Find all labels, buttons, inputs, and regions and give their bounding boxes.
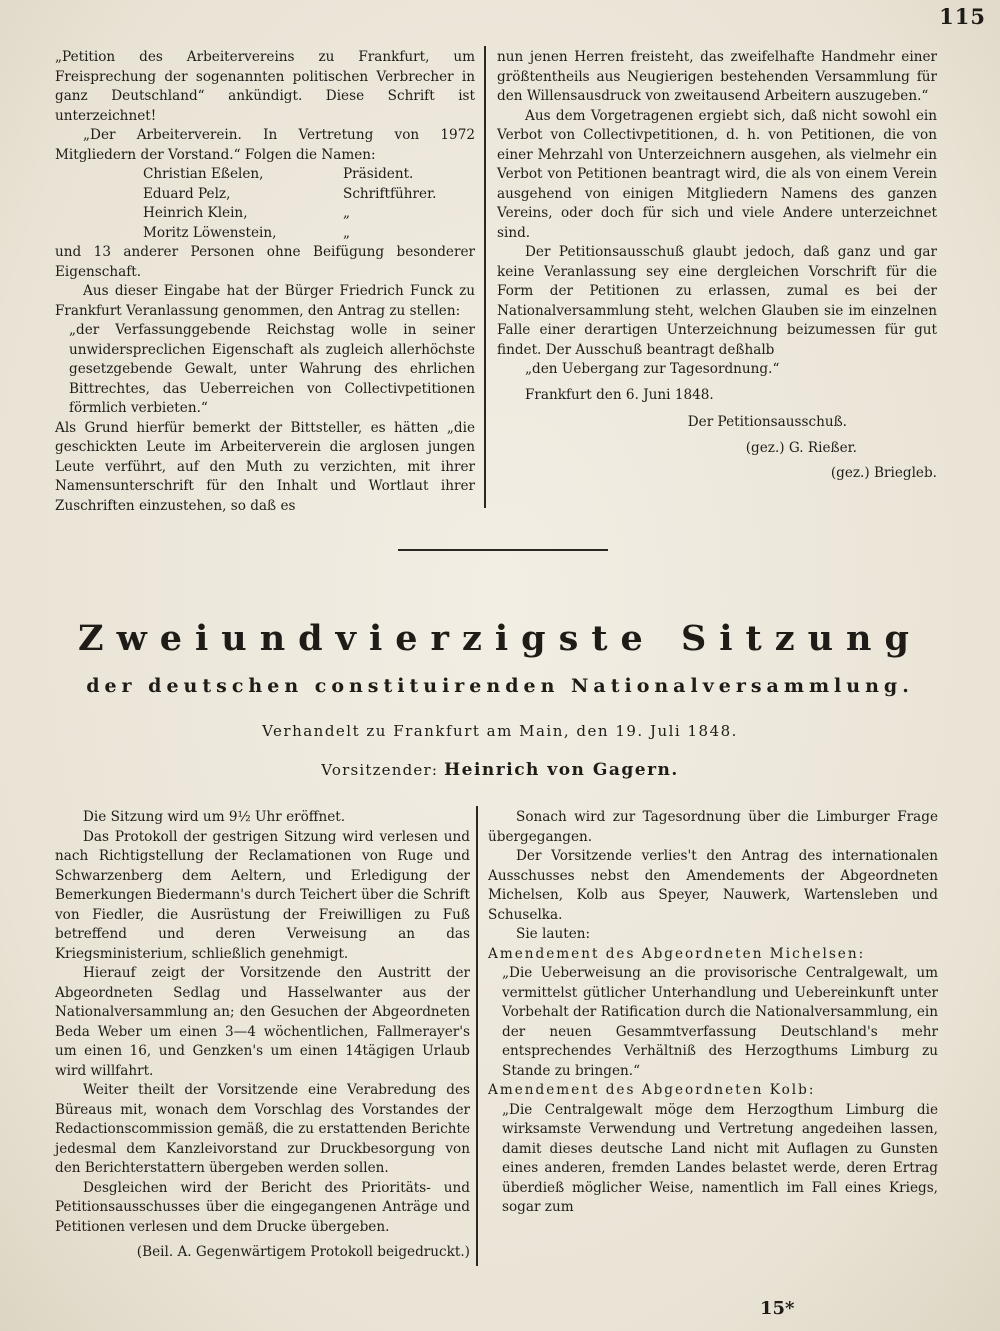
paragraph: Sonach wird zur Tagesordnung über die Limburger Frage übergegangen.	[488, 809, 938, 845]
signatory-role: Schriftführer.	[343, 185, 437, 202]
session-dateline: Verhandelt zu Frankfurt am Main, den 19. Juli 1848.	[262, 722, 738, 740]
chair-line	[0, 760, 1000, 780]
signatory-name: Moritz Löwenstein,	[143, 224, 277, 241]
column-bottom-right	[488, 808, 938, 1218]
column-divider	[484, 46, 486, 508]
signature-mark: 15*	[760, 1298, 795, 1319]
session-title: Zweiundvierzigste Sitzung	[78, 618, 922, 659]
paragraph: Sie lauten:	[516, 926, 591, 942]
signatory-name: Heinrich Klein,	[143, 205, 248, 221]
amendment-heading: Amendement des Abgeordneten Michelsen:	[488, 945, 866, 962]
page-number: 115	[939, 4, 986, 29]
chair-name: Heinrich von Gagern.	[444, 760, 679, 780]
motion-quote: „den Uebergang zur Tagesordnung.“	[525, 361, 780, 377]
column-divider	[476, 806, 478, 1266]
quote: „der Verfassunggebende Reichstag wolle in seiner unwiderspreclichen Eigenschaft als zugleich allerhöchste gesetzgebende Gewalt, unter Wahrung des ehrlichen Bittrechtes, das Ueberreichen von Collectivpetitionen förmlich verbieten.“	[69, 322, 475, 416]
paragraph: Hierauf zeigt der Vorsitzende den Austritt der Abgeordneten Sedlag und Hasselwanter aus der Nationalversammlung an; den Gesuchen der Abgeordneten Beda Weber um einen 3—4 wöchentlichen, Fallmerayer's um einen 16, und Genzken's um einen 14tägigen Urlaub wird willfahrt.	[55, 965, 470, 1079]
amendment-text: „Die Centralgewalt möge dem Herzogthum Limburg die wirksamste Verwendung und Vertretung angedeihen lassen, damit dieses deutsche Land nicht mit Auflagen zu Gunsten eines anderen, fremden Landes belastet werde, deren Ertrag überdieß möglicher Weise, namentlich im Fall eines Kriegs, sogar zum	[502, 1101, 938, 1215]
signature: (gez.) G. Rießer.	[745, 439, 857, 456]
column-top-right	[497, 48, 937, 484]
session-subtitle: der deutschen constituirenden Nationalversammlung.	[86, 675, 914, 697]
column-top-left	[55, 48, 475, 516]
paragraph: Das Protokoll der gestrigen Sitzung wird verlesen und nach Richtigstellung der Reclamationen von Ruge und Schwarzenberg dem Aeltern, und Erledigung der Bemerkungen Biedermann's durch Teichert über die Schrift von Fiedler, die Ausrüstung der Freiwilligen zu Fuß betreffend und deren Verweisung an das Kriegsministerium, schließlich genehmigt.	[55, 828, 470, 962]
dateline: Frankfurt den 6. Juni 1848.	[525, 386, 714, 403]
signatory-role: „	[343, 224, 351, 241]
paragraph: Aus dieser Eingabe hat der Bürger Friedrich Funck zu Frankfurt Veranlassung genommen, den Antrag zu stellen:	[55, 283, 475, 319]
signatory-role: Präsident.	[343, 166, 414, 182]
signatory-name: Christian Eßelen,	[143, 166, 264, 182]
signatory-row	[143, 224, 475, 244]
signature: (gez.) Briegleb.	[830, 465, 937, 481]
paragraph: „Der Arbeiterverein. In Vertretung von 1972 Mitgliedern der Vorstand.“ Folgen die Namen:	[55, 127, 475, 163]
paragraph: und 13 anderer Personen ohne Beifügung besonderer Eigenschaft.	[55, 244, 475, 280]
signatory-row	[143, 185, 475, 205]
paragraph: Weiter theilt der Vorsitzende eine Verabredung des Büreaus mit, wonach dem Vorschlag des Vorstandes der Redactionscommission gemäß, die zu erstattenden Berichte jedesmal dem Kanzleivorstand zur Druckbesorgung von den Berichterstattern übergeben werden sollen.	[55, 1082, 470, 1176]
chair-label: Vorsitzender:	[321, 761, 439, 779]
paragraph: Als Grund hierfür bemerkt der Bittsteller, es hätten „die geschickten Leute im Arbeiterverein die arglosen jungen Leute verführt, auf den Muth zu verzichten, mit ihrer Namensunterschrift für den Inhalt und Wortlaut ihrer Zuschriften einzustehen, so daß es	[55, 419, 475, 514]
signatory-row	[143, 165, 475, 185]
amendment-text: „Die Ueberweisung an die provisorische Centralgewalt, um vermittelst gütlicher Unterhandlung und Uebereinkunft unter Vorbehalt der Ratification durch die Nationalversammlung, ein der neuen Gesammtverfassung Deutschland's mehr entsprechendes Verhältniß des Herzogthums Limburg zu Stande zu bringen.“	[502, 965, 938, 1079]
paragraph: Der Vorsitzende verlies't den Antrag des internationalen Ausschusses nebst den Amendements der Abgeordneten Michelsen, Kolb aus Speyer, Nauwerk, Wartensleben und Schuselka.	[488, 848, 938, 923]
paragraph: „Petition des Arbeitervereins zu Frankfurt, um Freisprechung der sogenannten politischen Verbrecher in ganz Deutschland“ ankündigt. Diese Schrift ist unterzeichnet!	[55, 49, 475, 124]
committee-name: Der Petitionsausschuß.	[687, 414, 847, 430]
signatory-list	[143, 165, 475, 243]
paragraph: Der Petitionsausschuß glaubt jedoch, daß ganz und gar keine Veranlassung sey eine dergleichen Vorschrift für die Form der Petitionen zu erlassen, zumal es bei der Nationalversammlung steht, welchen Glauben sie im einzelnen Falle einer derartigen Unterzeichnung beizumessen für gut findet. Der Ausschuß beantragt deßhalb	[497, 244, 937, 358]
signatory-role: „	[343, 205, 351, 221]
column-bottom-left	[55, 808, 470, 1263]
paragraph: Die Sitzung wird um 9½ Uhr eröffnet.	[83, 809, 346, 825]
amendment-heading: Amendement des Abgeordneten Kolb:	[488, 1082, 816, 1098]
signatory-name: Eduard Pelz,	[143, 185, 231, 202]
section-divider	[398, 549, 608, 551]
signatory-row	[143, 204, 475, 224]
paragraph: nun jenen Herren freisteht, das zweifelhafte Handmehr einer größtentheils aus Neugierigen bestehenden Versammlung für den Willensausdruck von zweitausend Arbeitern auszugeben.“	[497, 49, 937, 104]
paragraph: Aus dem Vorgetragenen ergiebt sich, daß nicht sowohl ein Verbot von Collectivpetitionen, d. h. von Petitionen, die von einer Mehrzahl von Unterzeichnern ausgehen, als vielmehr ein Verbot von Petitionen beantragt wird, die als von einem Verein ausgehend von einigen Mitgliedern Namens des ganzen Vereins, oder doch für sich und viele Andere unterzeichnet sind.	[497, 107, 937, 241]
annex-note: (Beil. A. Gegenwärtigem Protokoll beigedruckt.)	[136, 1244, 470, 1260]
paragraph: Desgleichen wird der Bericht des Prioritäts- und Petitionsausschusses über die eingegangenen Anträge und Petitionen verlesen und dem Drucke übergeben.	[55, 1179, 470, 1235]
